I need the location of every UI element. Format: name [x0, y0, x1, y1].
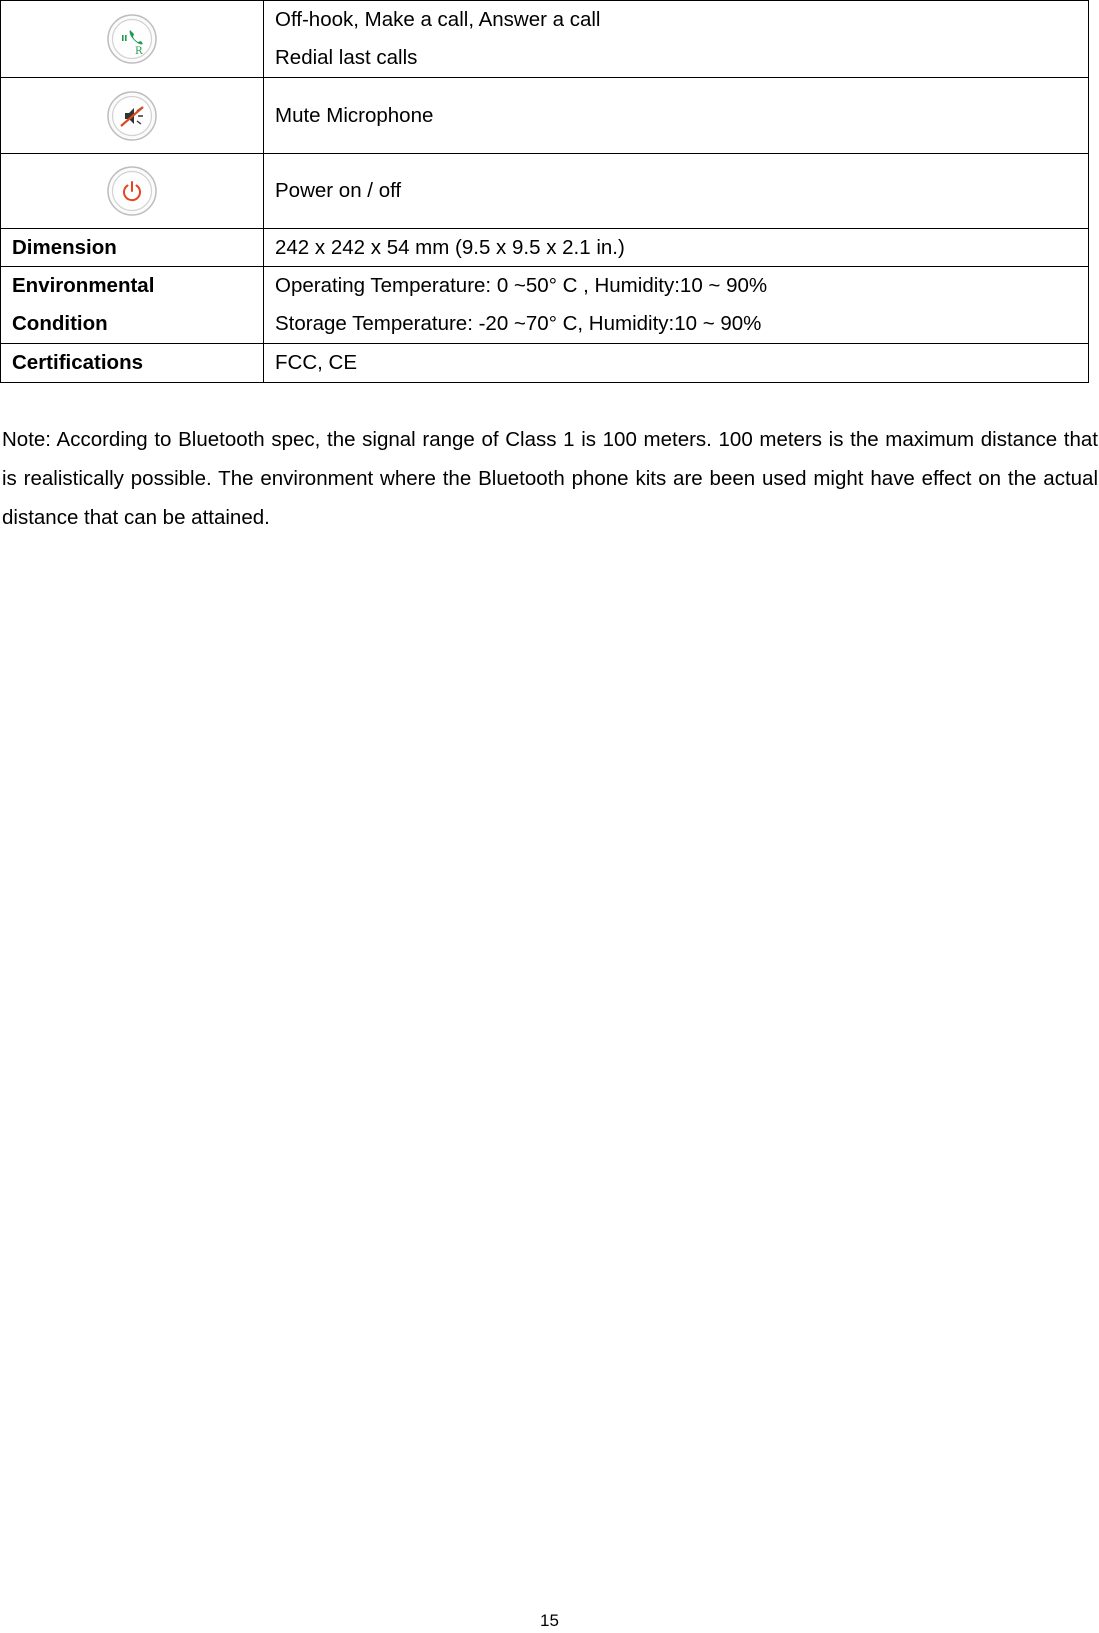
icon-cell [1, 78, 264, 154]
function-line: Power on / off [275, 179, 402, 202]
spec-table [0, 0, 1089, 383]
spec-row-certifications [1, 344, 1089, 383]
svg-text:R: R [135, 46, 143, 57]
phone-redial-icon [106, 13, 158, 65]
power-function [264, 154, 1089, 229]
power-icon [106, 165, 158, 217]
icon-cell [1, 154, 264, 229]
certifications-label: Certifications [1, 344, 264, 383]
dimension-label: Dimension [1, 229, 264, 267]
spec-row-mute [1, 78, 1089, 154]
environmental-label [1, 267, 264, 344]
mute-microphone-icon [106, 90, 158, 142]
spec-row-dimension [1, 229, 1089, 267]
certifications-value: FCC, CE [264, 344, 1089, 383]
function-line: Redial last calls [275, 46, 418, 69]
icon-cell [1, 1, 264, 78]
label-line: Condition [12, 312, 108, 335]
dimension-value: 242 x 242 x 54 mm (9.5 x 9.5 x 2.1 in.) [264, 229, 1089, 267]
spec-row-environmental [1, 267, 1089, 344]
function-line: Off-hook, Make a call, Answer a call [275, 8, 601, 31]
operating-temperature: Operating Temperature: 0 ~50° C , Humidity:10 ~ 90% [275, 274, 768, 297]
spec-row-call [1, 1, 1089, 78]
label-line: Environmental [12, 274, 155, 297]
call-functions [264, 1, 1089, 78]
page-number: 15 [540, 1611, 559, 1630]
environmental-value [264, 267, 1089, 344]
spec-row-power [1, 154, 1089, 229]
function-line: Mute Microphone [275, 103, 434, 127]
bluetooth-range-note: Note: According to Bluetooth spec, the signal range of Class 1 is 100 meters. 100 meters is the maximum distance that is realistically possible. The environment where the Bluetooth phone kits are been used might have effect on the actual distance that can be attained. [2, 428, 1098, 529]
mute-function [264, 78, 1089, 154]
storage-temperature: Storage Temperature: -20 ~70° C, Humidity:10 ~ 90% [275, 312, 762, 335]
